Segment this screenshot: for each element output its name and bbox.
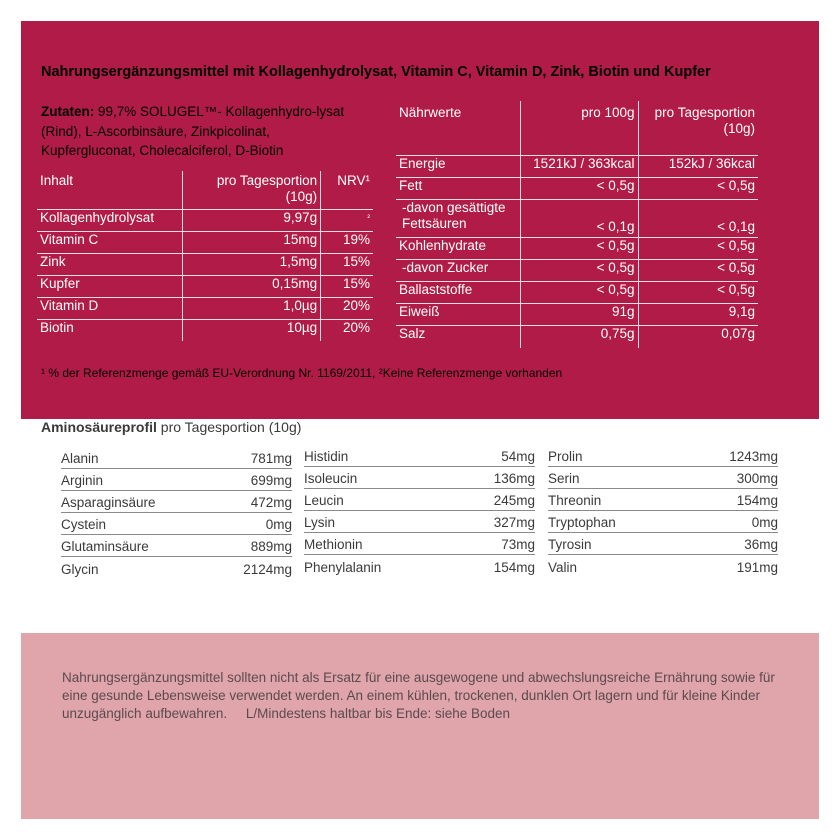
nutrition-header-portion-label: pro Tagesportion (10g) xyxy=(654,105,755,136)
content-header-nrv: NRV¹ xyxy=(321,171,373,209)
list-item xyxy=(548,467,778,489)
amino-value: 300mg xyxy=(736,471,778,486)
cell-portion: 1,5mg xyxy=(183,253,321,275)
amino-name: Histidin xyxy=(304,449,349,464)
table-row xyxy=(37,209,373,231)
amino-name: Asparaginsäure xyxy=(61,495,156,510)
cell-per100: < 0,5g xyxy=(520,238,638,260)
cell-per100: < 0,5g xyxy=(520,178,638,200)
list-item xyxy=(61,469,292,491)
amino-value: 154mg xyxy=(736,493,778,508)
content-header-portion: pro Tagesportion (10g) xyxy=(183,171,321,209)
table-row xyxy=(37,253,373,275)
amino-name: Isoleucin xyxy=(304,471,358,486)
table-row xyxy=(396,238,758,260)
cell-nrv: 15% xyxy=(321,253,373,275)
cell-nrv: 19% xyxy=(321,231,373,253)
amino-value: 0mg xyxy=(265,517,292,532)
list-item xyxy=(304,533,535,555)
cell-per100: 1521kJ / 363kcal xyxy=(520,156,638,178)
list-item xyxy=(548,555,778,577)
nutrition-header-label: Nährwerte xyxy=(399,105,462,120)
amino-value: 2124mg xyxy=(243,562,292,577)
amino-name: Methionin xyxy=(304,537,363,552)
table-row xyxy=(37,231,373,253)
amino-name: Tryptophan xyxy=(548,515,616,530)
amino-column-1 xyxy=(61,447,292,579)
cell-name: Vitamin D xyxy=(37,297,183,319)
cell-portion: 0,15mg xyxy=(183,275,321,297)
amino-value: 1243mg xyxy=(729,449,778,464)
amino-name: Cystein xyxy=(61,517,107,532)
amino-name: Leucin xyxy=(304,493,344,508)
amino-value: 73mg xyxy=(501,537,535,552)
cell-portion: < 0,5g xyxy=(638,238,758,260)
nutrition-header-per100-label: pro 100g xyxy=(581,105,635,120)
amino-name: Alanin xyxy=(61,451,99,466)
list-item xyxy=(61,447,292,469)
cell-portion: < 0,5g xyxy=(638,260,758,282)
amino-value: 191mg xyxy=(736,560,778,575)
list-item xyxy=(304,467,535,489)
cell-portion: 0,07g xyxy=(638,326,758,348)
table-row xyxy=(37,297,373,319)
table-row xyxy=(396,156,758,178)
cell-per100: < 0,1g xyxy=(520,200,638,238)
nutrition-header-name xyxy=(396,101,520,156)
product-headline: Nahrungsergänzungsmittel mit Kollagenhydrolysat, Vitamin C, Vitamin D, Zink, Biotin und Kupfer xyxy=(41,64,711,80)
cell-per100: 0,75g xyxy=(520,326,638,348)
table-row xyxy=(37,319,373,341)
cell-nrv: 20% xyxy=(321,297,373,319)
amino-value: 699mg xyxy=(250,473,292,488)
content-table xyxy=(37,171,373,341)
content-header-name: Inhalt xyxy=(37,171,183,209)
list-item xyxy=(304,445,535,467)
cell-portion: < 0,1g xyxy=(638,200,758,238)
cell-name: Kohlenhydrate xyxy=(396,238,520,260)
cell-nrv xyxy=(321,209,373,231)
list-item xyxy=(61,513,292,535)
amino-column-2 xyxy=(304,445,535,577)
ingredients-label: Zutaten: xyxy=(41,104,95,119)
amino-value: 245mg xyxy=(493,493,535,508)
cell-name: Fett xyxy=(396,178,520,200)
cell-portion: 15mg xyxy=(183,231,321,253)
cell-name: Eiweiß xyxy=(396,304,520,326)
cell-name: -davon gesättigte Fettsäuren xyxy=(396,200,520,238)
amino-title-bold: Aminosäureprofil xyxy=(41,419,157,435)
cell-name: Kupfer xyxy=(37,275,183,297)
amino-value: 889mg xyxy=(250,539,292,554)
nutrition-header-portion xyxy=(638,101,758,156)
amino-name: Prolin xyxy=(548,449,583,464)
list-item xyxy=(61,557,292,579)
table-row xyxy=(396,326,758,348)
list-item xyxy=(548,511,778,533)
list-item xyxy=(548,489,778,511)
cell-nrv: 20% xyxy=(321,319,373,341)
amino-column-3 xyxy=(548,445,778,577)
table-row xyxy=(396,200,758,238)
amino-value: 136mg xyxy=(493,471,535,486)
cell-name: Vitamin C xyxy=(37,231,183,253)
table-row xyxy=(37,275,373,297)
cell-portion: 9,1g xyxy=(638,304,758,326)
list-item xyxy=(61,491,292,513)
cell-name: Kollagenhydrolysat xyxy=(37,209,183,231)
cell-name: Ballaststoffe xyxy=(396,282,520,304)
cell-portion: 152kJ / 36kcal xyxy=(638,156,758,178)
cell-per100: < 0,5g xyxy=(520,260,638,282)
reference-footnote: ¹ % der Referenzmenge gemäß EU-Verordnung Nr. 1169/2011, ²Keine Referenzmenge vorhanden xyxy=(41,366,563,380)
cell-name: -davon Zucker xyxy=(396,260,520,282)
table-row xyxy=(396,260,758,282)
ingredients-list: 99,7% SOLUGEL™- Kollagenhydro-lysat (Rind), L-Ascorbinsäure, Zinkpicolinat, Kupfergluconat, Cholecalciferol, D-Biotin xyxy=(41,104,345,158)
cell-name: Biotin xyxy=(40,319,74,335)
table-row xyxy=(396,178,758,200)
cell-name: Zink xyxy=(37,253,183,275)
list-item xyxy=(304,555,535,577)
warning-text: Nahrungsergänzungsmittel sollten nicht als Ersatz für eine ausgewogene und abwechslungsreiche Ernährung sowie für eine gesunde Lebensweise verwendet werden. An einem kühlen, trockenen, dunklen Ort lagern und für kleine Kinder unzugänglich aufbewahren. L/Mindestens haltbar bis Ende: siehe Boden xyxy=(62,670,779,721)
cell-nrv: 15% xyxy=(321,275,373,297)
amino-name: Tyrosin xyxy=(548,537,592,552)
list-item xyxy=(61,535,292,557)
list-item xyxy=(548,445,778,467)
amino-title-rest: pro Tagesportion (10g) xyxy=(156,419,302,435)
list-item xyxy=(304,489,535,511)
cell-portion: < 0,5g xyxy=(638,178,758,200)
amino-name: Arginin xyxy=(61,473,104,488)
amino-name: Serin xyxy=(548,471,580,486)
amino-value: 781mg xyxy=(250,451,292,466)
amino-name: Threonin xyxy=(548,493,602,508)
cell-portion: < 0,5g xyxy=(638,282,758,304)
cell-portion: 1,0µg xyxy=(183,297,321,319)
amino-profile-title xyxy=(41,419,301,435)
list-item xyxy=(548,533,778,555)
cell-name: Salz xyxy=(399,326,426,341)
amino-value: 327mg xyxy=(493,515,535,530)
amino-name: Glycin xyxy=(61,562,99,577)
cell-name: Energie xyxy=(396,156,520,178)
ingredients-text xyxy=(41,102,361,161)
amino-value: 0mg xyxy=(751,515,778,530)
table-row xyxy=(396,304,758,326)
list-item xyxy=(304,511,535,533)
cell-per100: 91g xyxy=(520,304,638,326)
nutrition-facts-table xyxy=(396,101,758,348)
amino-name: Lysin xyxy=(304,515,336,530)
amino-value: 54mg xyxy=(501,449,535,464)
table-row xyxy=(396,282,758,304)
amino-value: 154mg xyxy=(493,560,535,575)
amino-value: 472mg xyxy=(250,495,292,510)
cell-portion: 10µg xyxy=(183,319,321,341)
amino-name: Valin xyxy=(548,560,578,575)
cell-per100: < 0,5g xyxy=(520,282,638,304)
footnote-marker: ² xyxy=(367,212,370,222)
amino-name: Phenylalanin xyxy=(304,560,382,575)
warning-panel xyxy=(21,633,819,819)
amino-value: 36mg xyxy=(744,537,778,552)
cell-portion: 9,97g xyxy=(183,209,321,231)
nutrition-header-per100 xyxy=(520,101,638,156)
amino-name: Glutaminsäure xyxy=(61,539,149,554)
